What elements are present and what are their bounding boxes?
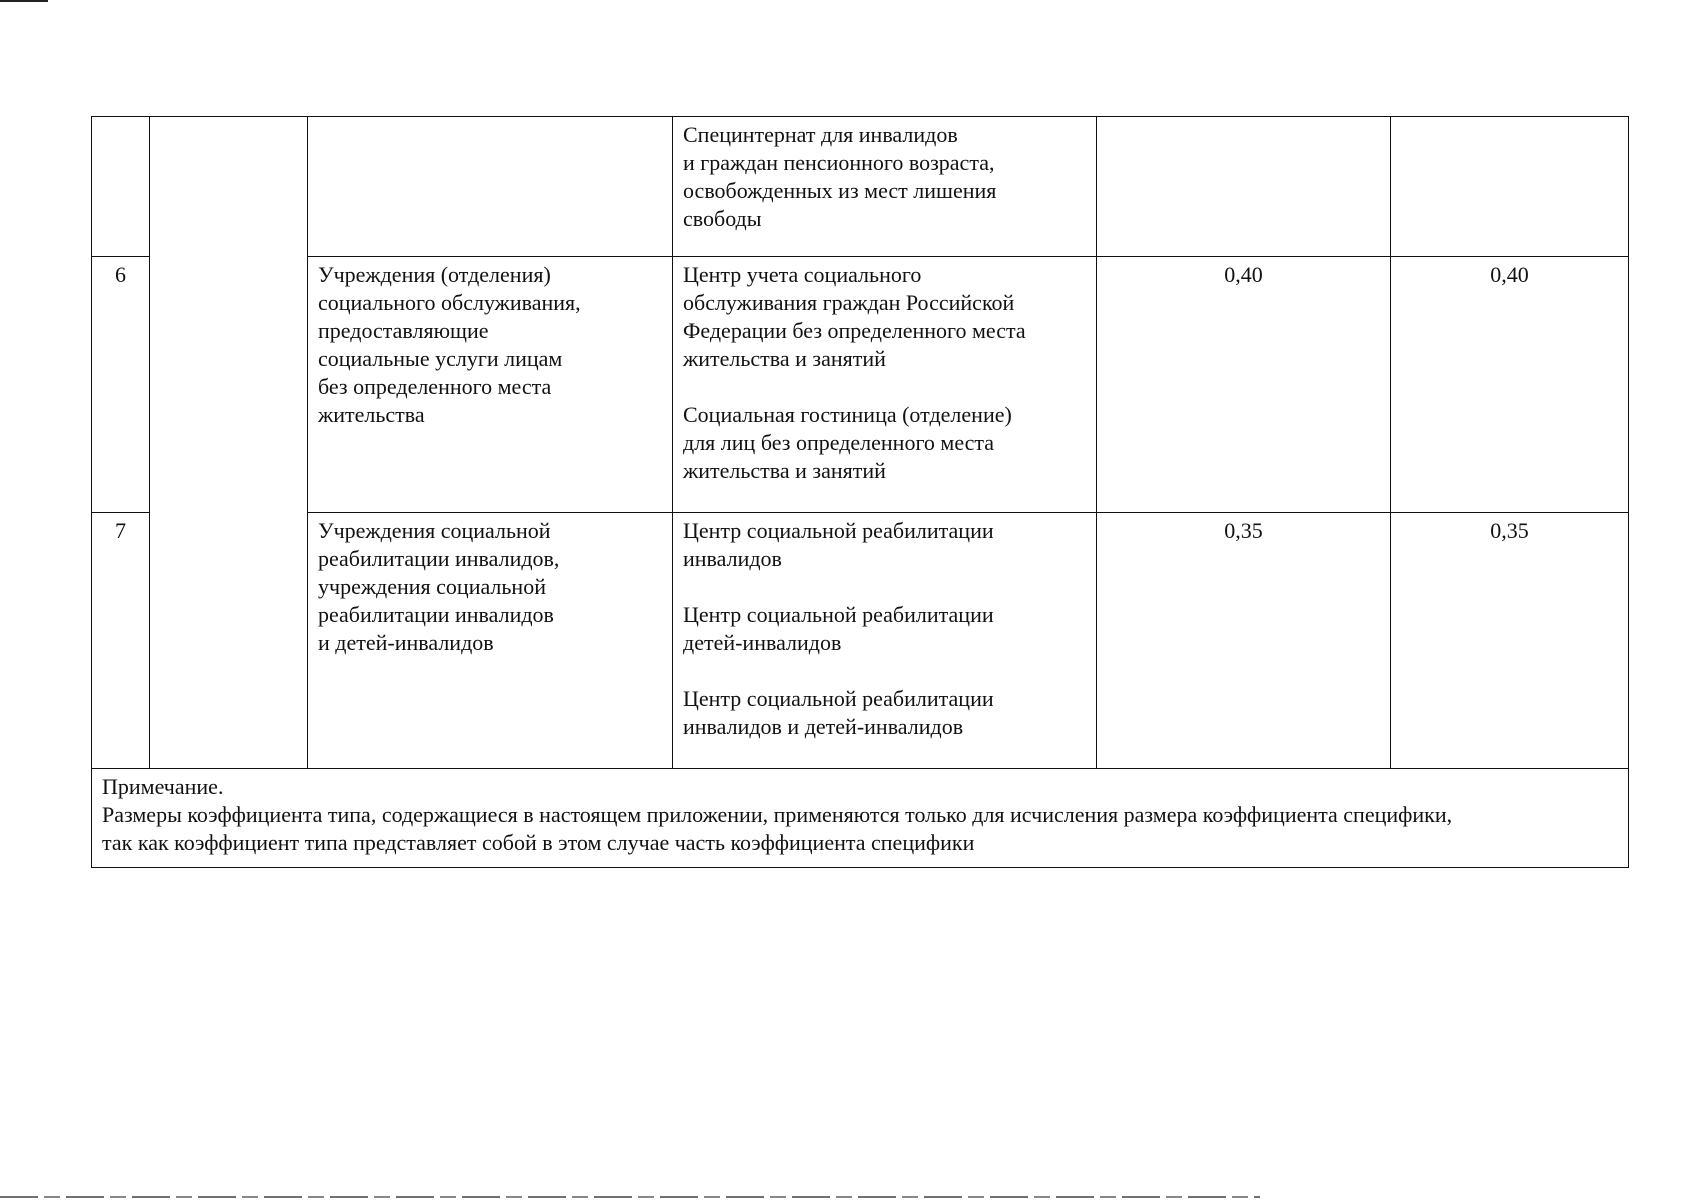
institution-entry — [683, 261, 1086, 373]
table-row — [92, 117, 1629, 257]
scan-edge-mark-top — [0, 0, 48, 2]
category-line: учреждения социальной — [318, 574, 546, 599]
category-line: реабилитации инвалидов — [318, 602, 554, 627]
category-line: жительства — [318, 402, 425, 427]
institution-line: Социальная гостиница (отделение) — [683, 402, 1012, 427]
institution-entry — [683, 601, 1086, 657]
institution-line: инвалидов и детей-инвалидов — [683, 714, 964, 739]
category-cell — [308, 117, 673, 257]
category-cell — [308, 257, 673, 513]
institution-line: обслуживания граждан Российской — [683, 290, 1015, 315]
note-line: так как коэффициент типа представляет собой в этом случае часть коэффициента специфики — [102, 830, 975, 855]
institution-entry — [683, 401, 1086, 485]
institution-line: жительства и занятий — [683, 458, 886, 483]
institutions-cell — [673, 257, 1097, 513]
category-line: реабилитации инвалидов, — [318, 546, 560, 571]
row-number: 7 — [92, 513, 150, 769]
category-line: Учреждения социальной — [318, 518, 551, 543]
note-cell — [92, 769, 1629, 868]
note-line: Размеры коэффициента типа, содержащиеся в настоящем приложении, применяются только для исчисления размера коэффициента специфики, — [102, 802, 1453, 827]
institution-line: и граждан пенсионного возраста, — [683, 150, 995, 175]
coefficient-table — [91, 116, 1629, 868]
institution-line: свободы — [683, 206, 762, 231]
coefficient-value-2: 0,35 — [1391, 513, 1629, 769]
institution-line: Центр социальной реабилитации — [683, 518, 994, 543]
category-line: Учреждения (отделения) — [318, 262, 551, 287]
institution-entry — [683, 685, 1086, 741]
coefficient-value-1: 0,35 — [1097, 513, 1391, 769]
scan-edge-mark-bottom — [0, 1196, 1260, 1198]
institution-line: Центр социальной реабилитации — [683, 602, 994, 627]
category-line: социальные услуги лицам — [318, 346, 563, 371]
row-number — [92, 117, 150, 257]
institution-line: Федерации без определенного места — [683, 318, 1026, 343]
institutions-cell — [673, 117, 1097, 257]
coefficient-value-2 — [1391, 117, 1629, 257]
category-line: предоставляющие — [318, 318, 489, 343]
institution-line: Центр учета социального — [683, 262, 922, 287]
institution-line: инвалидов — [683, 546, 782, 571]
merged-empty-cell — [150, 117, 308, 769]
coefficient-value-1: 0,40 — [1097, 257, 1391, 513]
row-number: 6 — [92, 257, 150, 513]
category-cell — [308, 513, 673, 769]
institution-entry — [683, 121, 1086, 233]
institution-line: освобожденных из мест лишения — [683, 178, 997, 203]
institution-line: для лиц без определенного места — [683, 430, 995, 455]
category-line: социального обслуживания, — [318, 290, 581, 315]
category-line: без определенного места — [318, 374, 552, 399]
institution-line: жительства и занятий — [683, 346, 886, 371]
table-row — [92, 257, 1629, 513]
note-row — [92, 769, 1629, 868]
coefficient-value-1 — [1097, 117, 1391, 257]
coefficient-value-2: 0,40 — [1391, 257, 1629, 513]
table-row — [92, 513, 1629, 769]
institution-line: Центр социальной реабилитации — [683, 686, 994, 711]
institution-line: детей-инвалидов — [683, 630, 842, 655]
note-title: Примечание. — [102, 774, 224, 799]
institution-line: Специнтернат для инвалидов — [683, 122, 958, 147]
institution-entry — [683, 517, 1086, 573]
category-line: и детей-инвалидов — [318, 630, 494, 655]
institutions-cell — [673, 513, 1097, 769]
